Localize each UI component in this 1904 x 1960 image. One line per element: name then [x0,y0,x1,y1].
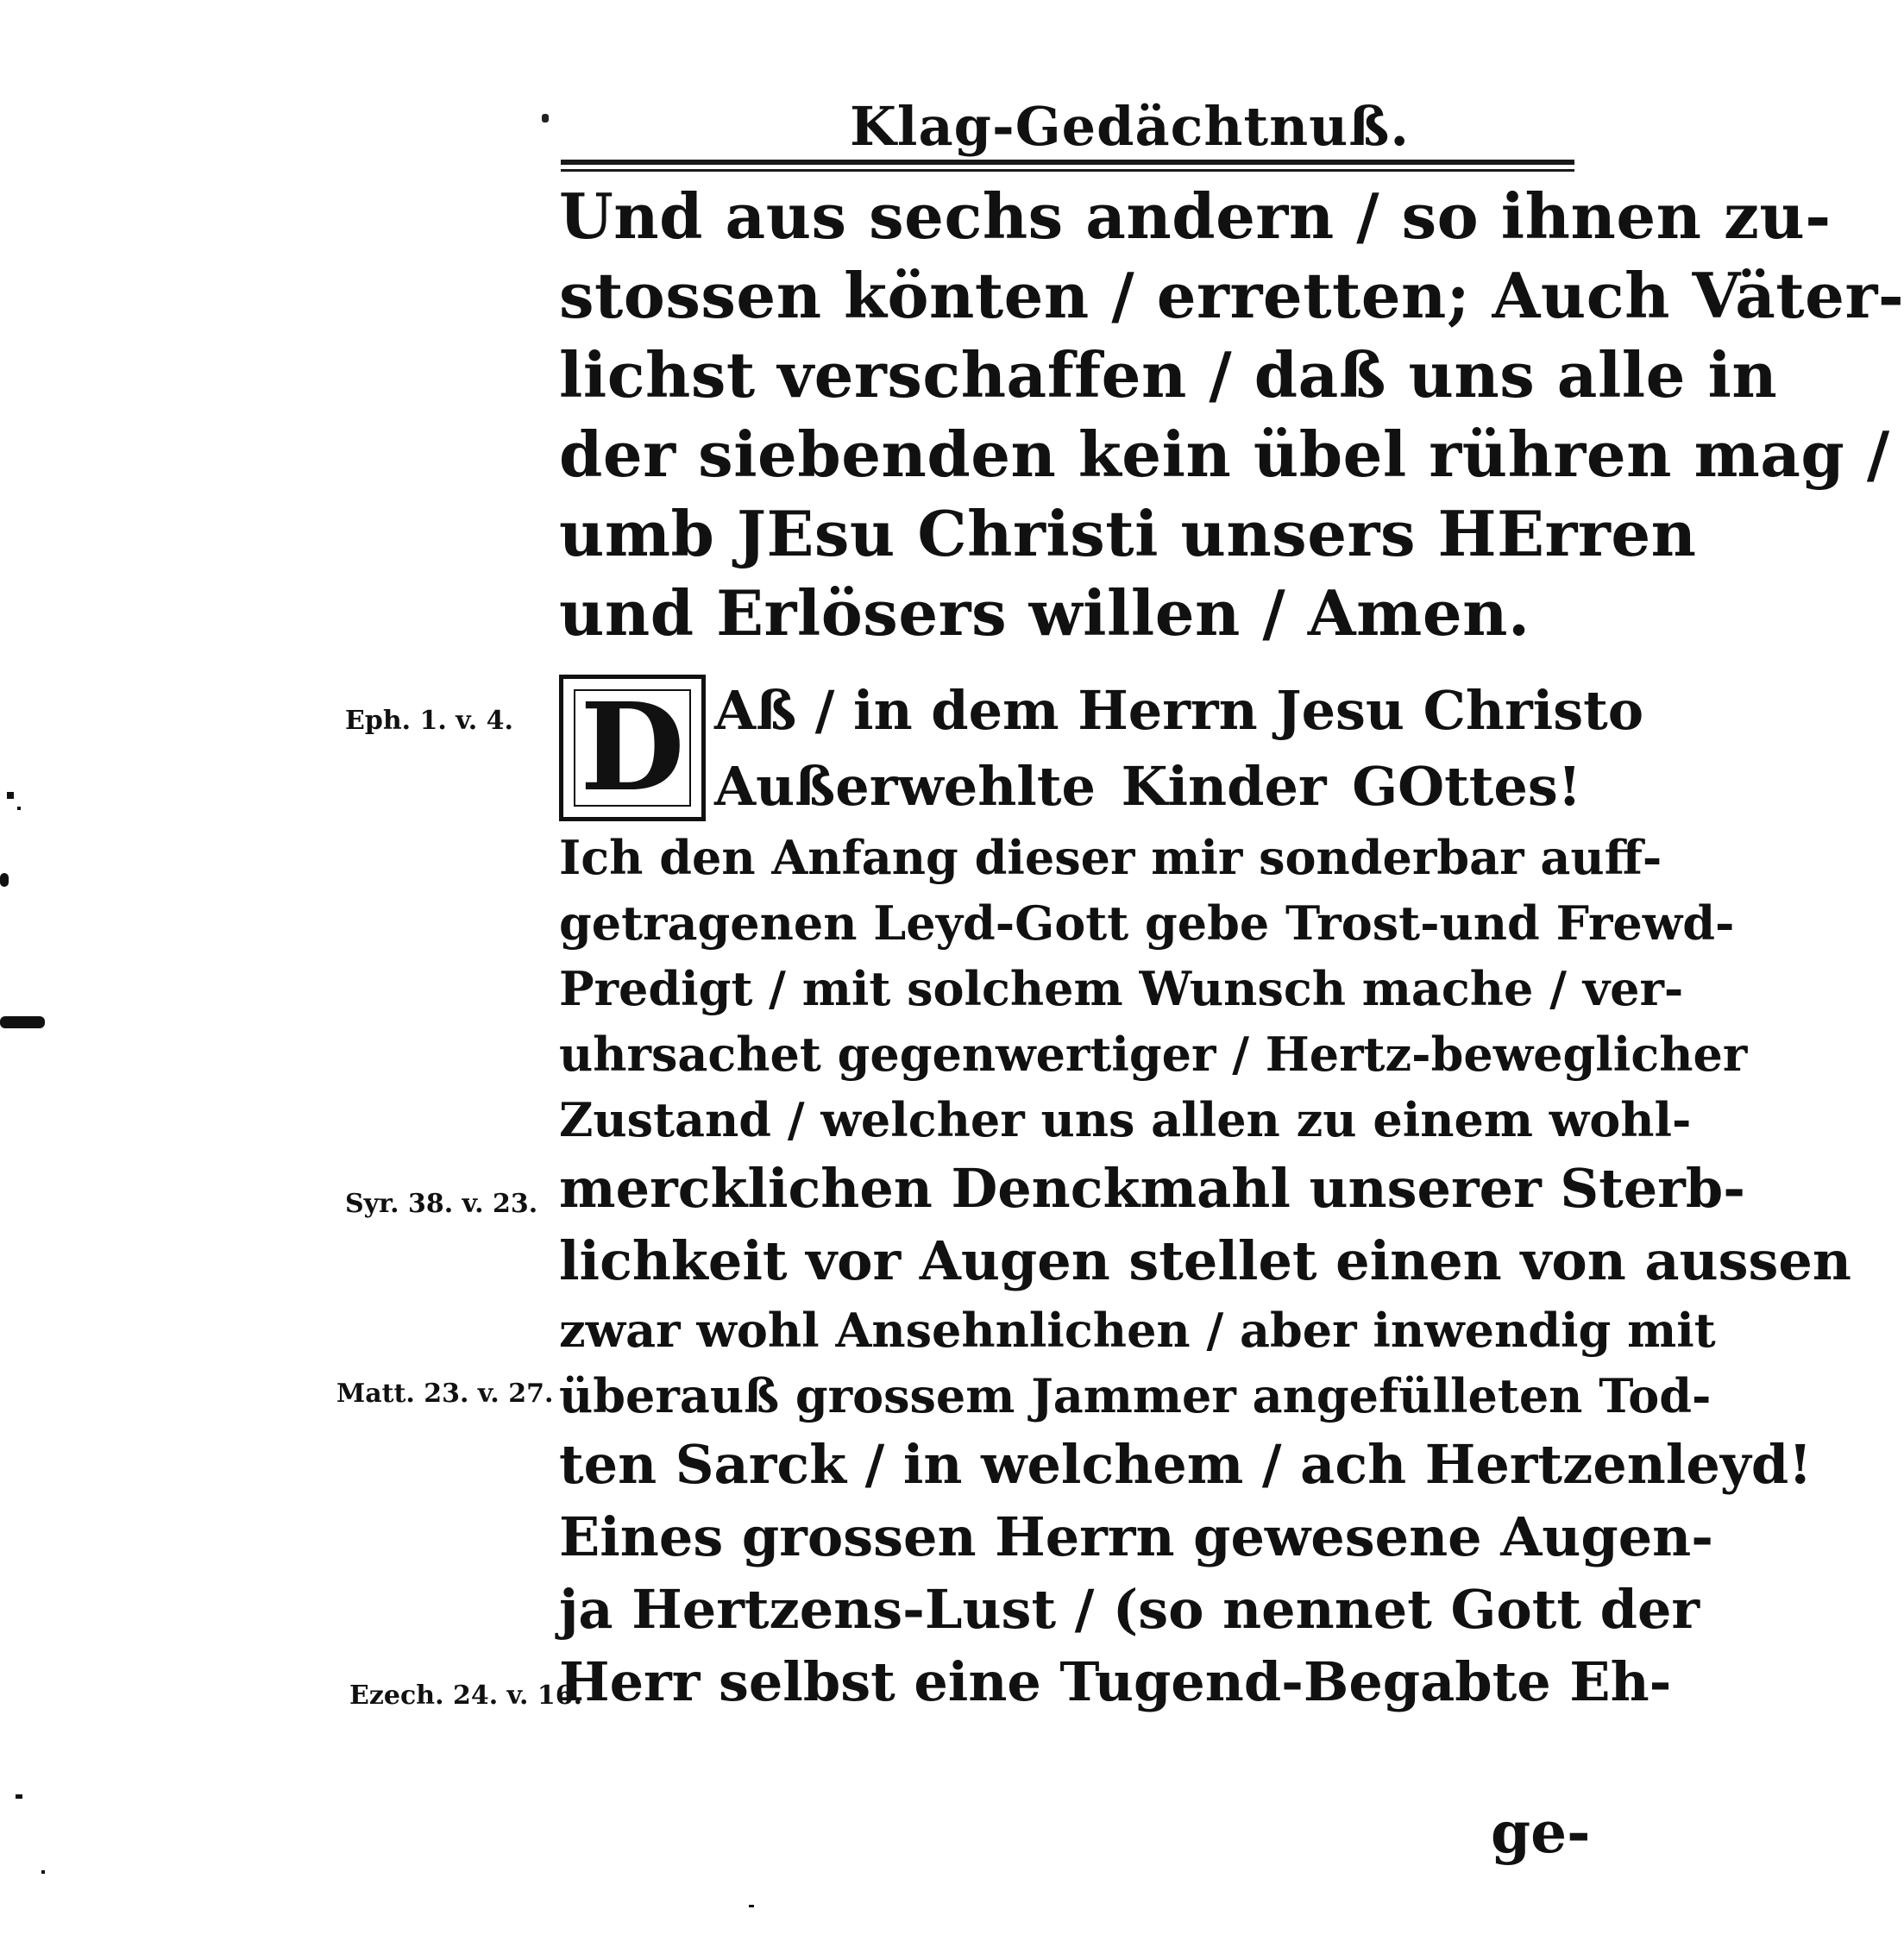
ink-speck [749,1905,754,1907]
text-line: mercklichen Denckmahl unserer Sterb- [559,1157,1745,1220]
text-line: umb JEsu Christi unsers HErren [559,497,1697,570]
text-line: uhrsachet gegenwertiger / Hertz-beweglicher [559,1027,1748,1082]
ink-speck [0,1016,45,1028]
ink-speck [16,1794,22,1799]
text-line: Außerwehlte Kinder GOttes! [714,755,1581,818]
text-line: Eines grossen Herrn gewesene Augen- [559,1505,1713,1568]
initial-letter: D [580,677,685,819]
text-line: stossen könten / erretten; Auch Väter- [559,259,1904,332]
paragraph-1 [559,177,1904,653]
text-line: Predigt / mit solchem Wunsch mache / ver- [559,961,1684,1016]
margin-note-eph: Eph. 1. v. 4. [345,706,513,736]
catchword: ge- [1491,1799,1591,1866]
text-line: Und aus sechs andern / so ihnen zu- [559,179,1832,253]
text-line: lichkeit vor Augen stellet einen von aussen [559,1229,1851,1292]
text-line: Zustand / welcher uns allen zu einem wohl- [559,1092,1692,1147]
margin-note-ezech: Ezech. 24. v. 16. [349,1680,583,1711]
margin-note-syr: Syr. 38. v. 23. [345,1189,538,1219]
ink-speck [41,1870,45,1874]
text-line: Ich den Anfang dieser mir sonderbar auff- [559,830,1662,885]
header-rule [561,160,1574,172]
paragraph-2 [559,673,1851,1718]
text-line: Herr selbst eine Tugend-Begabte Eh- [559,1650,1672,1713]
text-line: lichst verschaffen / daß uns alle in [559,338,1778,411]
text-line: Aß / in dem Herrn Jesu Christo [714,679,1644,742]
text-line: getragenen Leyd-Gott gebe Trost-und Frewd- [559,895,1735,951]
text-line: zwar wohl Ansehnlichen / aber inwendig mit [559,1303,1716,1358]
ink-speck [7,792,14,799]
margin-note-matt: Matt. 23. v. 27. [336,1379,554,1409]
text-line: ja Hertzens-Lust / (so nennet Gott der [559,1578,1700,1641]
text-line: und Erlösers willen / Amen. [559,576,1530,650]
ink-speck [17,807,21,810]
text-line: der siebenden kein übel rühren mag / [559,418,1890,491]
ink-speck [0,873,9,887]
running-head: Klag-Gedächtnuß. [850,95,1410,158]
text-line: überauß grossem Jammer angefülleten Tod- [559,1368,1712,1423]
text-line: ten Sarck / in welchem / ach Hertzenleyd! [559,1433,1813,1496]
ink-mark [542,114,549,122]
